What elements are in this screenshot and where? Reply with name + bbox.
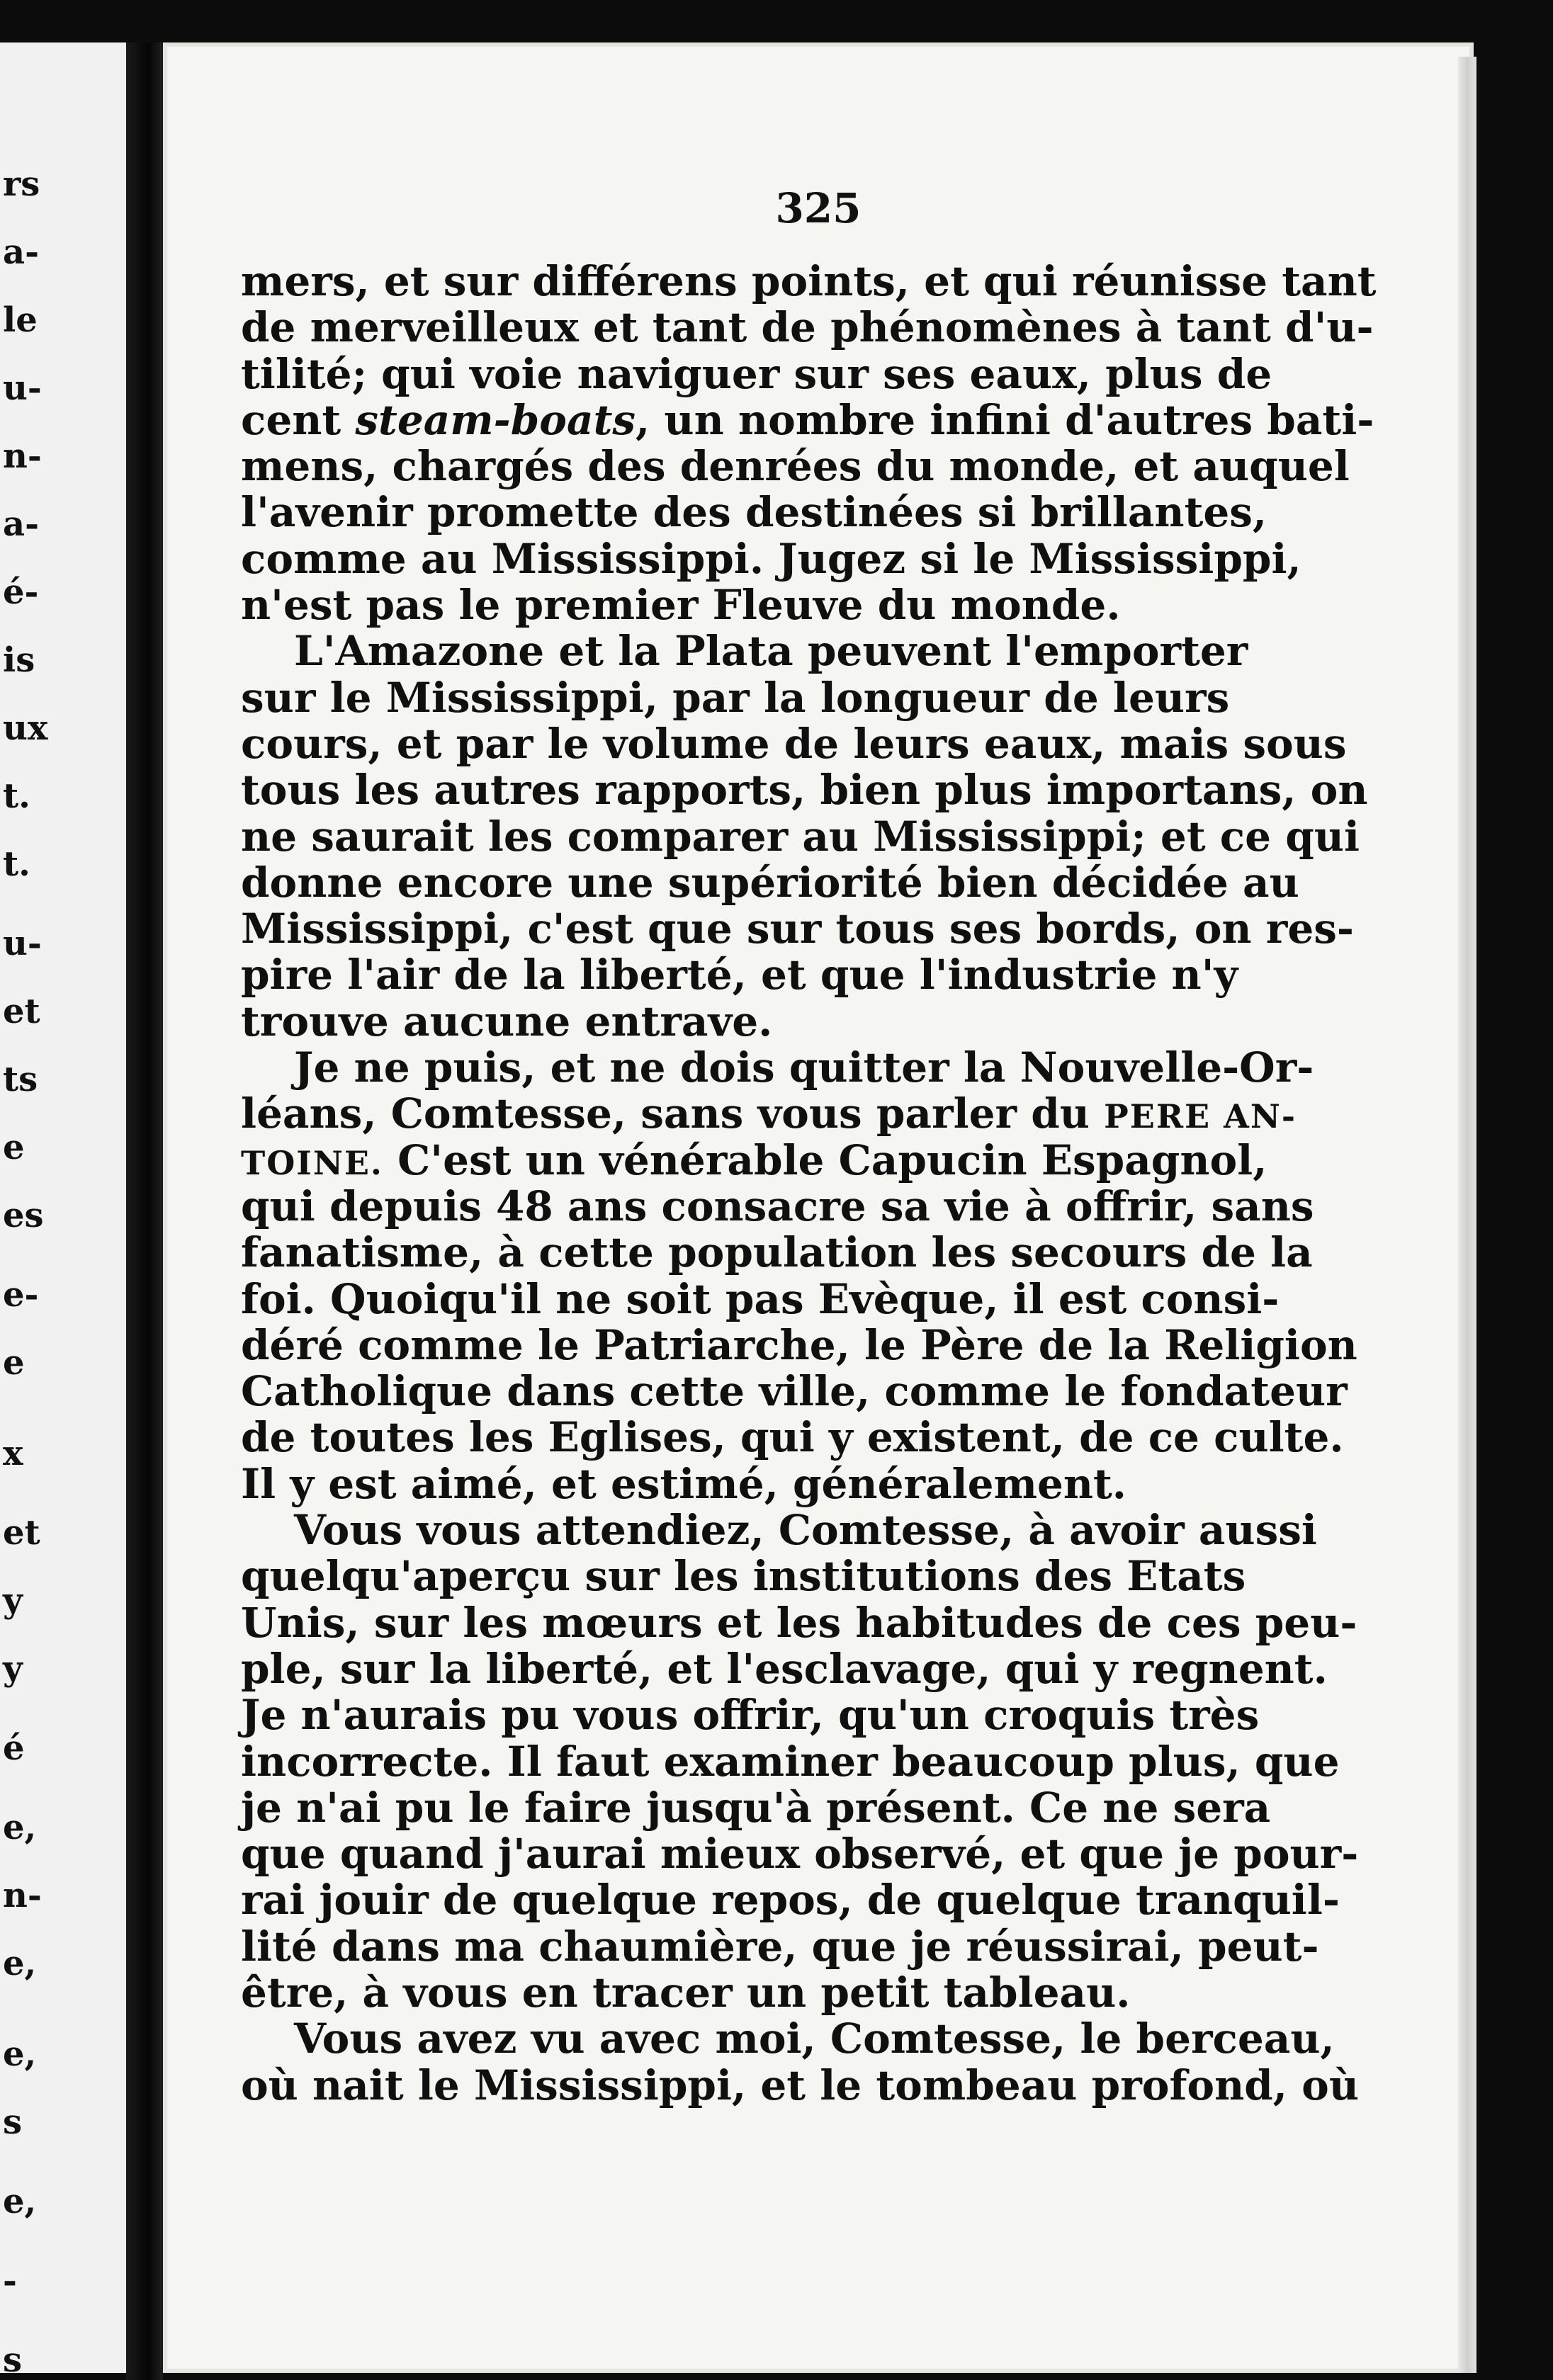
text-line — [241, 395, 1374, 444]
text-line-part: tous les autres rapports, bien plus importans, on — [241, 766, 1368, 815]
text-line-part: steam-boats — [355, 395, 636, 444]
text-line — [241, 673, 1230, 722]
text-line — [241, 1228, 1313, 1277]
text-line-part: quelqu'aperçu sur les institutions des Etats — [241, 1552, 1246, 1601]
text-line-part: Je ne puis, et ne dois quitter la Nouvelle-Or- — [294, 1043, 1314, 1092]
text-line-part: C'est un vénérable Capucin Espagnol, — [383, 1135, 1267, 1184]
text-line — [241, 488, 1267, 537]
text-line-part: de toutes les Eglises, qui y existent, de ce culte. — [241, 1413, 1344, 1462]
left-margin-fragment: a- — [3, 504, 40, 544]
text-line — [241, 812, 1360, 861]
text-line-part: de merveilleux et tant de phénomènes à tant d'u- — [241, 303, 1374, 352]
text-line — [241, 905, 1354, 953]
text-line-part: léans, Comtesse, sans vous parler du — [241, 1089, 1105, 1138]
text-line-part: tilité; qui voie naviguer sur ses eaux, plus de — [241, 349, 1272, 398]
left-margin-fragment: is — [3, 640, 35, 680]
text-line-part: sur le Mississippi, par la longueur de leurs — [241, 673, 1230, 722]
page-edge — [1458, 57, 1476, 2373]
text-line-part: fanatisme, à cette population les secours de la — [241, 1228, 1313, 1277]
left-margin-fragment: et — [3, 992, 40, 1031]
text-line — [241, 858, 1299, 907]
left-margin-fragment: é — [3, 1728, 25, 1768]
left-margin-fragment: t. — [3, 844, 30, 884]
left-margin-fragment: y — [3, 1581, 23, 1621]
left-margin-fragment: é- — [3, 572, 39, 612]
text-line-part: n'est pas le premier Fleuve du monde. — [241, 581, 1121, 630]
left-margin-fragment: t. — [3, 776, 30, 816]
text-line — [241, 999, 1222, 1045]
left-margin-fragment: es — [3, 1196, 44, 1235]
text-line-part: cours, et par le volume de leurs eaux, mais sous — [241, 719, 1347, 768]
left-margin-fragment: s — [3, 2340, 23, 2380]
text-line — [241, 1413, 1344, 1462]
text-line — [241, 1644, 1328, 1693]
text-line-part: lité dans ma chaumière, que je réussirai, peut- — [241, 1922, 1319, 1971]
text-line-part: être, à vous en tracer un petit tableau. — [241, 1968, 1131, 2017]
left-margin-fragment: et — [3, 1513, 40, 1553]
text-line — [241, 1830, 1359, 1878]
text-line — [241, 1043, 1314, 1092]
left-margin-fragment: e, — [3, 2182, 37, 2221]
text-line — [241, 1367, 1348, 1416]
left-margin-fragment: n- — [3, 1876, 42, 1915]
left-margin-fragment: u- — [3, 368, 42, 408]
left-margin-fragment: - — [3, 2261, 17, 2301]
text-line — [241, 1552, 1246, 1601]
left-margin-fragment: a- — [3, 232, 40, 272]
page-text — [241, 257, 1377, 2109]
text-line — [241, 1876, 1340, 1925]
left-margin-fragment: le — [3, 300, 38, 340]
text-line-part: qui depuis 48 ans consacre sa vie à offrir, sans — [241, 1182, 1314, 1230]
text-line — [241, 349, 1272, 398]
text-line — [241, 951, 1238, 999]
text-line — [241, 1506, 1317, 1555]
text-line — [241, 1320, 1357, 1369]
left-margin-fragment: ts — [3, 1060, 38, 1099]
text-line — [241, 1737, 1340, 1786]
left-margin-fragment: e — [3, 1343, 25, 1383]
left-page-edge — [0, 42, 126, 2380]
text-line — [241, 534, 1301, 583]
text-line — [241, 1461, 1222, 1507]
text-line — [241, 442, 1350, 491]
text-line-part: mens, chargés des denrées du monde, et auquel — [241, 442, 1350, 491]
text-line-part: pire l'air de la liberté, et que l'industrie n'y — [241, 951, 1238, 999]
text-line — [241, 257, 1377, 305]
text-line-part: donne encore une supériorité bien décidée au — [241, 858, 1299, 907]
left-margin-fragment: e, — [3, 1944, 37, 1983]
text-line — [241, 627, 1248, 676]
left-margin-fragment: e, — [3, 2034, 37, 2074]
text-line — [241, 1598, 1357, 1647]
text-line-part: Il y est aimé, et estimé, généralement. — [241, 1459, 1127, 1508]
text-line-part: Je n'aurais pu vous offrir, qu'un croquis très — [241, 1691, 1260, 1740]
text-line — [241, 1274, 1280, 1323]
text-line — [241, 2061, 1360, 2109]
page-number: 325 — [775, 184, 862, 232]
text-line-part: l'avenir promette des destinées si brillantes, — [241, 488, 1267, 537]
text-line-part: L'Amazone et la Plata peuvent l'emporter — [294, 627, 1248, 676]
text-line-part: ne saurait les comparer au Mississippi; et ce qui — [241, 812, 1360, 861]
text-line — [241, 1691, 1260, 1740]
left-margin-fragment: e, — [3, 1808, 37, 1847]
text-line-part: Unis, sur les mœurs et les habitudes de ces peu- — [241, 1598, 1357, 1647]
text-line-part: Catholique dans cette ville, comme le fondateur — [241, 1367, 1348, 1416]
text-line-part: mers, et sur différens points, et qui réunisse tant — [241, 257, 1377, 305]
text-line-part: où nait le Mississippi, et le tombeau profond, où — [241, 2061, 1360, 2109]
text-line — [241, 1922, 1319, 1971]
text-line-part: cent — [241, 395, 356, 444]
left-margin-fragment: n- — [3, 436, 42, 476]
text-line-part: , un nombre infini d'autres bati- — [636, 395, 1374, 444]
left-margin-fragment: x — [3, 1434, 23, 1473]
left-margin-fragment: e — [3, 1128, 25, 1167]
text-line-part: ple, sur la liberté, et l'esclavage, qui y regnent. — [241, 1644, 1328, 1693]
book-page — [163, 42, 1474, 2373]
text-line-part: foi. Quoiqu'il ne soit pas Evèque, il est consi- — [241, 1274, 1280, 1323]
text-line-part: Vous vous attendiez, Comtesse, à avoir aussi — [294, 1506, 1317, 1555]
text-line — [241, 1135, 1267, 1184]
text-line-part: TOINE. — [241, 1143, 383, 1182]
text-line-part: PERE AN- — [1104, 1097, 1297, 1136]
left-margin-fragment: u- — [3, 924, 42, 963]
text-line-part: rai jouir de quelque repos, de quelque tranquil- — [241, 1876, 1340, 1925]
text-line — [241, 1089, 1297, 1138]
left-margin-fragment: e- — [3, 1275, 39, 1315]
text-line-part: incorrecte. Il faut examiner beaucoup plus, que — [241, 1737, 1340, 1786]
text-line-part: que quand j'aurai mieux observé, et que je pour- — [241, 1830, 1359, 1878]
text-line — [241, 1783, 1271, 1832]
left-margin-fragment: rs — [3, 164, 40, 204]
text-line-part: déré comme le Patriarche, le Père de la Religion — [241, 1320, 1357, 1369]
text-line-part: comme au Mississippi. Jugez si le Mississippi, — [241, 534, 1301, 583]
left-margin-fragment: ux — [3, 708, 48, 748]
text-line — [241, 1182, 1314, 1230]
text-line — [241, 766, 1368, 815]
text-line-part: trouve aucune entrave. — [241, 997, 773, 1046]
text-line-part: Vous avez vu avec moi, Comtesse, le berceau, — [294, 2014, 1335, 2063]
text-line — [241, 303, 1374, 352]
text-line — [241, 1970, 1222, 2016]
left-margin-fragment: y — [3, 1649, 23, 1689]
text-line-part: je n'ai pu le faire jusqu'à présent. Ce ne sera — [241, 1783, 1271, 1832]
left-margin-fragment: s — [3, 2102, 23, 2142]
text-line — [241, 2014, 1335, 2063]
text-line — [241, 719, 1347, 768]
book-spine — [126, 42, 163, 2380]
text-line-part: Mississippi, c'est que sur tous ses bords, on res- — [241, 905, 1354, 953]
text-line — [241, 582, 1222, 628]
